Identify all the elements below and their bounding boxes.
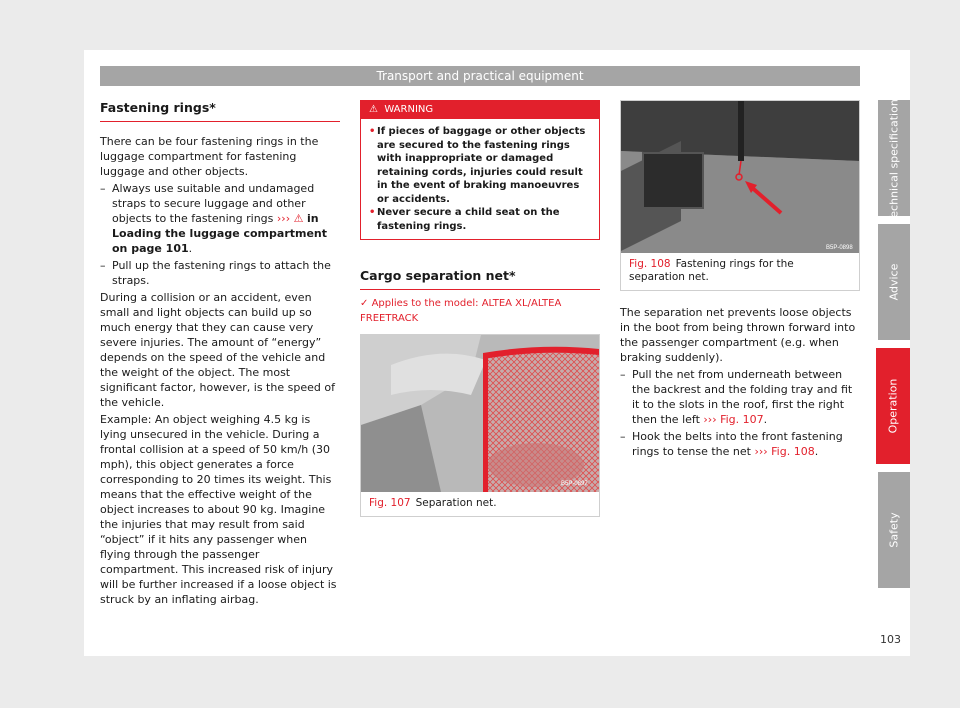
page-number: 103 bbox=[880, 633, 901, 646]
warning-triangle-icon: ⚠ bbox=[369, 104, 378, 115]
figure-reference-link[interactable]: ››› Fig. 107 bbox=[703, 413, 764, 426]
fastening-rings-photo bbox=[621, 101, 859, 253]
tab-technical-specifications[interactable] bbox=[878, 93, 910, 223]
check-icon: ✓ bbox=[360, 298, 369, 309]
image-code: B5P-0898 bbox=[826, 245, 853, 251]
image-code: B5P-0897 bbox=[561, 481, 588, 487]
tab-safety[interactable] bbox=[878, 472, 910, 588]
tab-operation[interactable] bbox=[876, 348, 910, 464]
tab-advice[interactable] bbox=[878, 224, 910, 340]
figure-reference-link[interactable]: ››› Fig. 108 bbox=[754, 445, 815, 458]
tab-label: Technical specifications bbox=[887, 93, 901, 223]
tab-label: Advice bbox=[887, 263, 901, 301]
figure-caption: Fig. 108 Fastening rings for the separation net. bbox=[629, 258, 794, 283]
cross-reference-link[interactable]: ››› bbox=[276, 212, 291, 225]
list-item: – Pull up the fastening rings to attach the straps. bbox=[100, 258, 340, 288]
figure-108 bbox=[620, 100, 860, 291]
applies-note: ✓ Applies to the model: ALTEA XL/ALTEA FREETRACK bbox=[360, 298, 562, 324]
tab-label: Operation bbox=[886, 378, 900, 434]
chapter-header: Transport and practical equipment bbox=[100, 66, 860, 86]
body-paragraph: Example: An object weighing 4.5 kg is lying unsecured in the vehicle. During a frontal collision at a speed of 50 km/h (30 mph), this object generates a force corresponding to 20 times its weight. This means that the effective weight of the object increases to about 90 kg. Imagine the injuries that may result from said “object” if it hits any passenger when flying through the passenger compartment. This increased risk of injury will be further increased if a loose object is struck by an inflating airbag. bbox=[100, 413, 337, 606]
cross-reference-text: in Loading the luggage compartment on page 101 bbox=[112, 212, 328, 255]
section-heading: Fastening rings* bbox=[100, 100, 340, 122]
column-2 bbox=[360, 100, 600, 517]
list-item: – Hook the belts into the front fastening rings to tense the net ››› Fig. 108. bbox=[620, 429, 860, 459]
column-3 bbox=[620, 100, 860, 461]
tab-label: Safety bbox=[887, 512, 901, 548]
intro-paragraph: The separation net prevents loose objects in the boot from being thrown forward into the passenger compartment (e.g. when braking suddenly). bbox=[620, 306, 856, 364]
list-item: – Pull the net from underneath between the backrest and the folding tray and fit it to the slots in the roof, first the right then the left ››› Fig. 107. bbox=[620, 367, 860, 427]
warning-triangle-icon: ⚠ bbox=[293, 212, 304, 225]
figure-107 bbox=[360, 334, 600, 517]
body-paragraph: During a collision or an accident, even small and light objects can build up so much energy that they can cause very severe injuries. The amount of “energy” depends on the speed of the vehicle and the weight of the object. The most significant factor, however, is the speed of the vehicle. bbox=[100, 291, 335, 409]
warning-item: • Never secure a child seat on the fastening rings. bbox=[369, 206, 591, 233]
list-item: – Always use suitable and undamaged straps to secure luggage and other objects to the fastening rings ››› ⚠ in Loading the luggage compartment on page 101. bbox=[100, 181, 340, 256]
figure-caption: Fig. 107 Separation net. bbox=[369, 497, 497, 509]
intro-paragraph: There can be four fastening rings in the luggage compartment for fastening luggage and other objects. bbox=[100, 135, 319, 178]
section-heading: Cargo separation net* bbox=[360, 268, 600, 290]
separation-net-photo bbox=[361, 335, 599, 492]
warning-item: • If pieces of baggage or other objects are secured to the fastening rings with inappropriate or damaged retaining cords, injuries could result in the event of braking manoeuvres or accidents. bbox=[369, 125, 591, 206]
warning-header: ⚠ WARNING bbox=[361, 101, 599, 119]
warning-box bbox=[360, 100, 600, 240]
column-1 bbox=[100, 100, 340, 609]
